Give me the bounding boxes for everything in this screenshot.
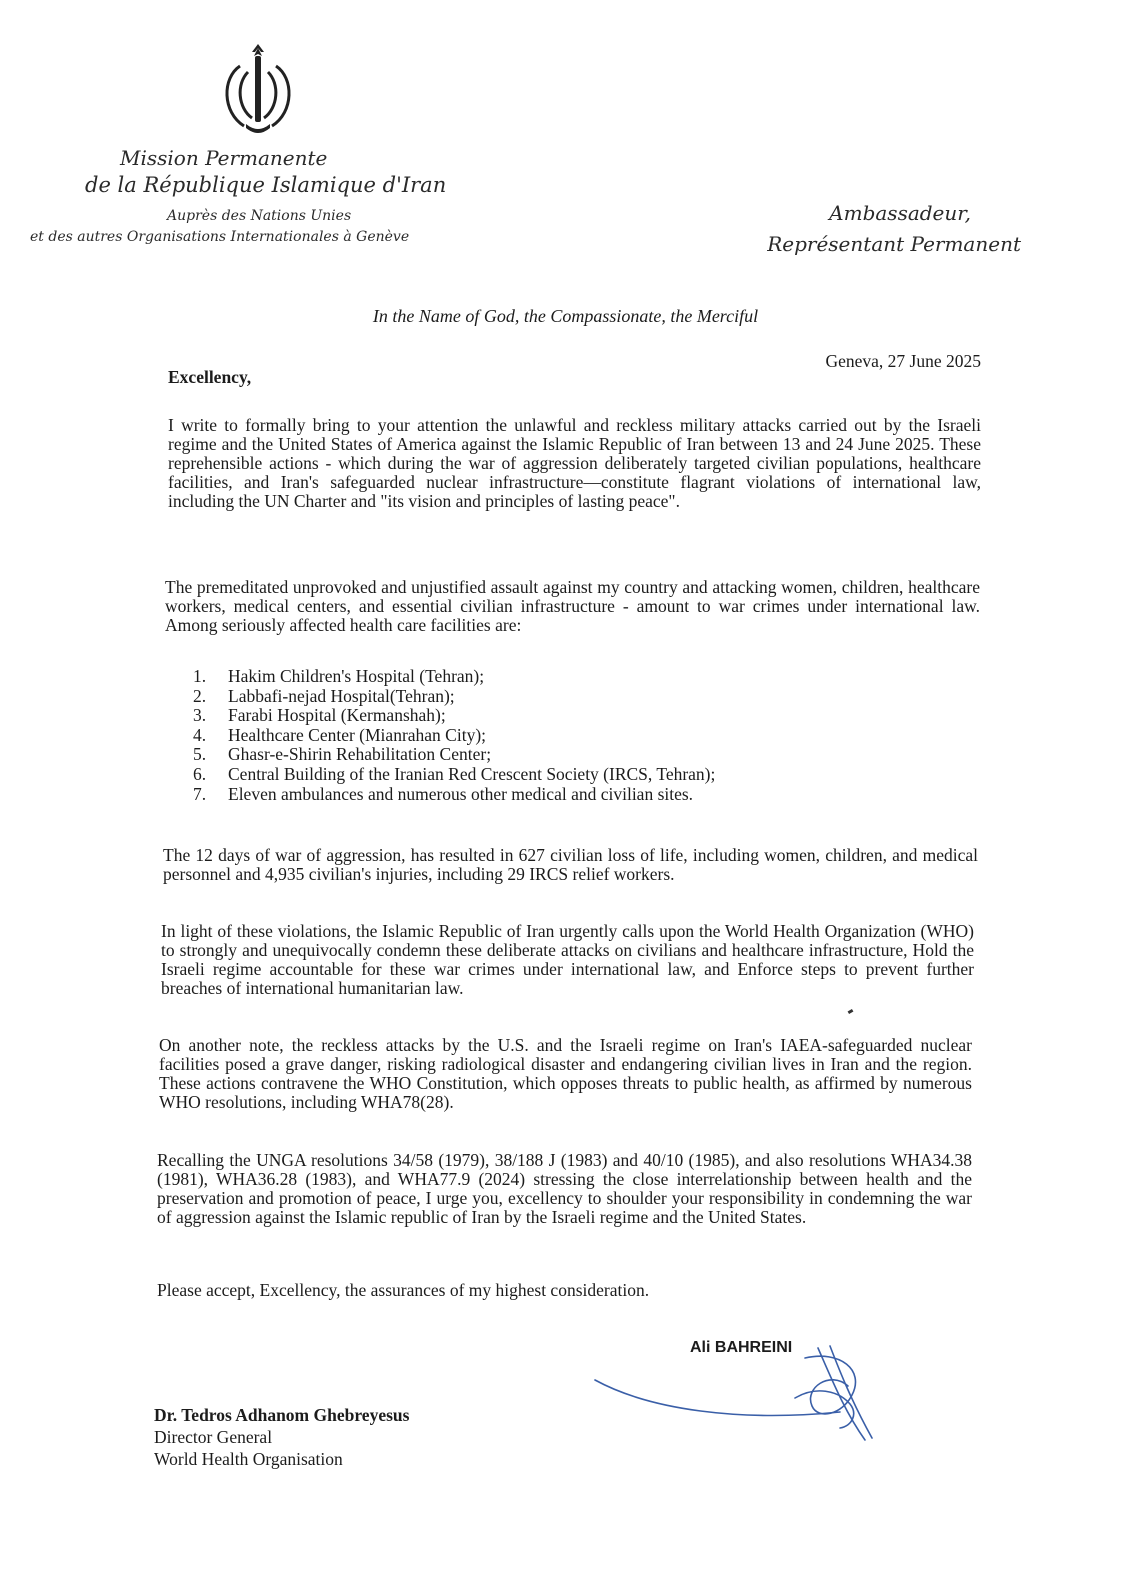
list-item: 5. Ghasr-e-Shirin Rehabilitation Center;: [193, 744, 492, 765]
addressee-title: Director General: [154, 1427, 273, 1447]
letterhead-right: [767, 198, 1021, 260]
list-item: 2. Labbafi-nejad Hospital(Tehran);: [193, 685, 455, 706]
signature-icon: [590, 1340, 880, 1450]
addressee-organisation: World Health Organisation: [154, 1449, 343, 1469]
signer-name: Ali BAHREINI: [690, 1339, 793, 1356]
invocation: In the Name of God, the Compassionate, the Merciful: [372, 306, 759, 326]
list-item: 6. Central Building of the Iranian Red Crescent Society (IRCS, Tehran);: [193, 763, 716, 784]
letterhead-line-un: Auprès des Nations Unies: [167, 208, 352, 224]
paragraph-call-to-who: In light of these violations, the Islamic Republic of Iran urgently calls upon the World Health Organization (WHO) to strongly and unequivocally condemn these deliberate attacks on civilians and healthcare infrastructure, Hold the Israeli regime accountable for these war crimes under international law, and Enforce steps to prevent further breaches of international humanitarian law.: [161, 921, 974, 998]
letterhead-line-geneva: et des autres Organisations Internationales à Genève: [30, 229, 410, 245]
paragraph-closing: Please accept, Excellency, the assurances of my highest consideration.: [157, 1280, 650, 1300]
letterhead-representative: Représentant Permanent: [767, 232, 1021, 256]
letterhead-line-republic: de la République Islamique d'Iran: [85, 173, 447, 197]
paragraph-resolutions: Recalling the UNGA resolutions 34/58 (1979), 38/188 J (1983) and 40/10 (1985), and also resolutions WHA34.38 (1981), WHA36.28 (1983), and WHA77.9 (2024) stressing the close interrelationship between health and the preservation and promotion of peace, I urge you, excellency to shoulder your responsibility in condemning the war of aggression against the Islamic republic of Iran by the Israeli regime and the United States.: [157, 1150, 972, 1227]
paragraph-casualties: The 12 days of war of aggression, has resulted in 627 civilian loss of life, including women, children, and medical personnel and 4,935 civilian's injuries, including 29 IRCS relief workers.: [163, 845, 978, 884]
paragraph-assault: The premeditated unprovoked and unjustified assault against my country and attacking women, children, healthcare workers, medical centers, and essential civilian infrastructure - amount to war crimes under international law. Among seriously affected health care facilities are:: [165, 577, 980, 635]
stray-mark: [848, 1009, 854, 1014]
letterhead-ambassador: Ambassadeur,: [829, 201, 971, 225]
addressee-name: Dr. Tedros Adhanom Ghebreyesus: [154, 1405, 410, 1425]
list-item: 7. Eleven ambulances and numerous other medical and civilian sites.: [193, 783, 694, 804]
salutation: Excellency,: [168, 367, 252, 387]
facilities-list: [193, 667, 715, 804]
addressee-block: [154, 1404, 409, 1470]
place-date: Geneva, 27 June 2025: [825, 351, 981, 371]
paragraph-nuclear: On another note, the reckless attacks by the U.S. and the Israeli regime on Iran's IAEA-safeguarded nuclear facilities posed a grave danger, risking radiological disaster and endangering civilian lives in Iran and the region. These actions contravene the WHO Constitution, which opposes threats to public health, as affirmed by numerous WHO resolutions, including WHA78(28).: [159, 1035, 972, 1112]
letterhead-left: [30, 145, 490, 247]
list-item: 4. Healthcare Center (Mianrahan City);: [193, 724, 487, 745]
list-item: 1. Hakim Children's Hospital (Tehran);: [193, 666, 485, 686]
iran-emblem-icon: [214, 42, 302, 138]
letterhead-line-mission: Mission Permanente: [120, 146, 328, 170]
list-item: 3. Farabi Hospital (Kermanshah);: [193, 705, 446, 726]
paragraph-intro: I write to formally bring to your attention the unlawful and reckless military attacks carried out by the Israeli regime and the United States of America against the Islamic Republic of Iran between 13 and 24 June 2025. These reprehensible actions - which during the war of aggression deliberately targeted civilian populations, healthcare facilities, and Iran's safeguarded nuclear infrastructure—constitute flagrant violations of international law, including the UN Charter and "its vision and principles of lasting peace".: [168, 415, 981, 511]
